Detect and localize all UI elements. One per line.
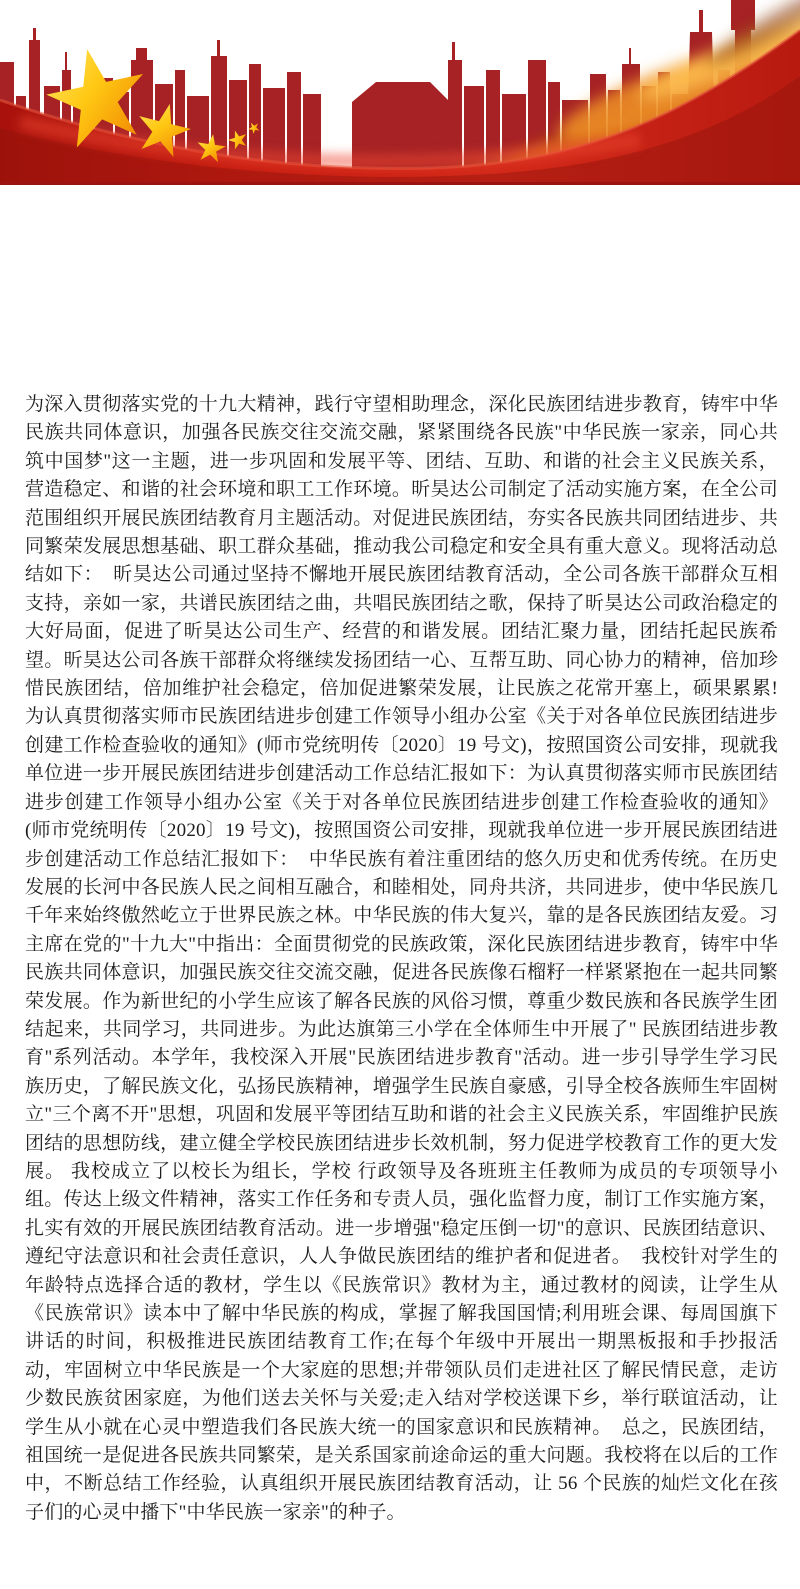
summary-paragraph: 为深入贯彻落实党的十九大精神，践行守望相助理念，深化民族团结进步教育，铸牢中华民族共同体意识，加强各民族交往交流交融，紧紧围绕各民族"中华民族一家亲，同心共筑中国梦"这一主题，进一步巩固和发展平等、团结、互助、和谐的社会主义民族关系，营造稳定、和谐的社会环境和职工工作环境。昕昊达公司制定了活动实施方案，在全公司范围组织开展民族团结教育月主题活动。对促进民族团结，夯实各民族共同团结进步、共同繁荣发展思想基础、职工群众基础，推动我公司稳定和安全具有重大意义。现将活动总结如下： 昕昊达公司通过坚持不懈地开展民族团结教育活动，全公司各族干部群众互相支持，亲如一家，共谱民族团结之曲，共唱民族团结之歌，保持了昕昊达公司政治稳定的大好局面，促进了昕昊达公司生产、经营的和谐发展。团结汇聚力量，团结托起民族希望。昕昊达公司各族干部群众将继续发扬团结一心、互帮互助、同心协力的精神，倍加珍惜民族团结，倍加维护社会稳定，倍加促进繁荣发展，让民族之花常开塞上，硕果累累! 为认真贯彻落实师市民族团结进步创建工作领导小组办公室《关于对各单位民族团结进步创建工作检查验收的通知》(师市党统明传〔2020〕19 号文)，按照国资公司安排，现就我单位进一步开展民族团结进步创建活动工作总结汇报如下：为认真贯彻落实师市民族团结进步创建工作领导小组办公室《关于对各单位民族团结进步创建工作检查验收的通知》(师市党统明传〔2020〕19 号文)，按照国资公司安排，现就我单位进一步开展民族团结进步创建活动工作总结汇报如下： 中华民族有着注重团结的悠久历史和优秀传统。在历史发展的长河中各民族人民之间相互融合，和睦相处，同舟共济，共同进步，使中华民族几千年来始终傲然屹立于世界民族之林。中华民族的伟大复兴，靠的是各民族团结友爱。习主席在党的"十九大"中指出：全面贯彻党的民族政策，深化民族团结进步教育，铸牢中华民族共同体意识，加强民族交往交流交融，促进各民族像石榴籽一样紧紧抱在一起共同繁荣发展。作为新世纪的小学生应该了解各民族的风俗习惯，尊重少数民族和各民族学生团结起来，共同学习，共同进步。为此达旗第三小学在全体师生中开展了" 民族团结进步教育"系列活动。本学年，我校深入开展"民族团结进步教育"活动。进一步引导学生学习民族历史，了解民族文化，弘扬民族精神，增强学生民族自豪感，引导全校各族师生牢固树立"三个离不开"思想，巩固和发展平等团结互助和谐的社会主义民族关系，牢固维护民族团结的思想防线，建立健全学校民族团结进步长效机制，努力促进学校教育工作的更大发展。 我校成立了以校长为组长，学校 行政领导及各班班主任教师为成员的专项领导小组。传达上级文件精神，落实工作任务和专责人员，强化监督力度，制订工作实施方案，扎实有效的开展民族团结教育活动。进一步增强"稳定压倒一切"的意识、民族团结意识、遵纪守法意识和社会责任意识，人人争做民族团结的维护者和促进者。 我校针对学生的年龄特点选择合适的教材，学生以《民族常识》教材为主，通过教材的阅读，让学生从《民族常识》读本中了解中华民族的构成，掌握了解我国国情;利用班会课、每周国旗下讲话的时间，积极推进民族团结教育工作;在每个年级中开展出一期黑板报和手抄报活动，牢固树立中华民族是一个大家庭的思想;并带领队员们走进社区了解民情民意，走访少数民族贫困家庭，为他们送去关怀与关爱;走入结对学校送课下乡，举行联谊活动，让学生从小就在心灵中塑造我们各民族大统一的国家意识和民族精神。 总之，民族团结，祖国统一是促进各民族共同繁荣，是关系国家前途命运的重大问题。我校将在以后的工作中，不断总结工作经验，认真组织开展民族团结教育活动，让 56 个民族的灿烂文化在孩子们的心灵中播下"中华民族一家亲"的种子。: [25, 394, 778, 1523]
header-banner: [0, 0, 800, 185]
document-body: [0, 391, 800, 1527]
banner-bottom-edge: [0, 182, 800, 185]
banner-graphic: [0, 0, 800, 185]
